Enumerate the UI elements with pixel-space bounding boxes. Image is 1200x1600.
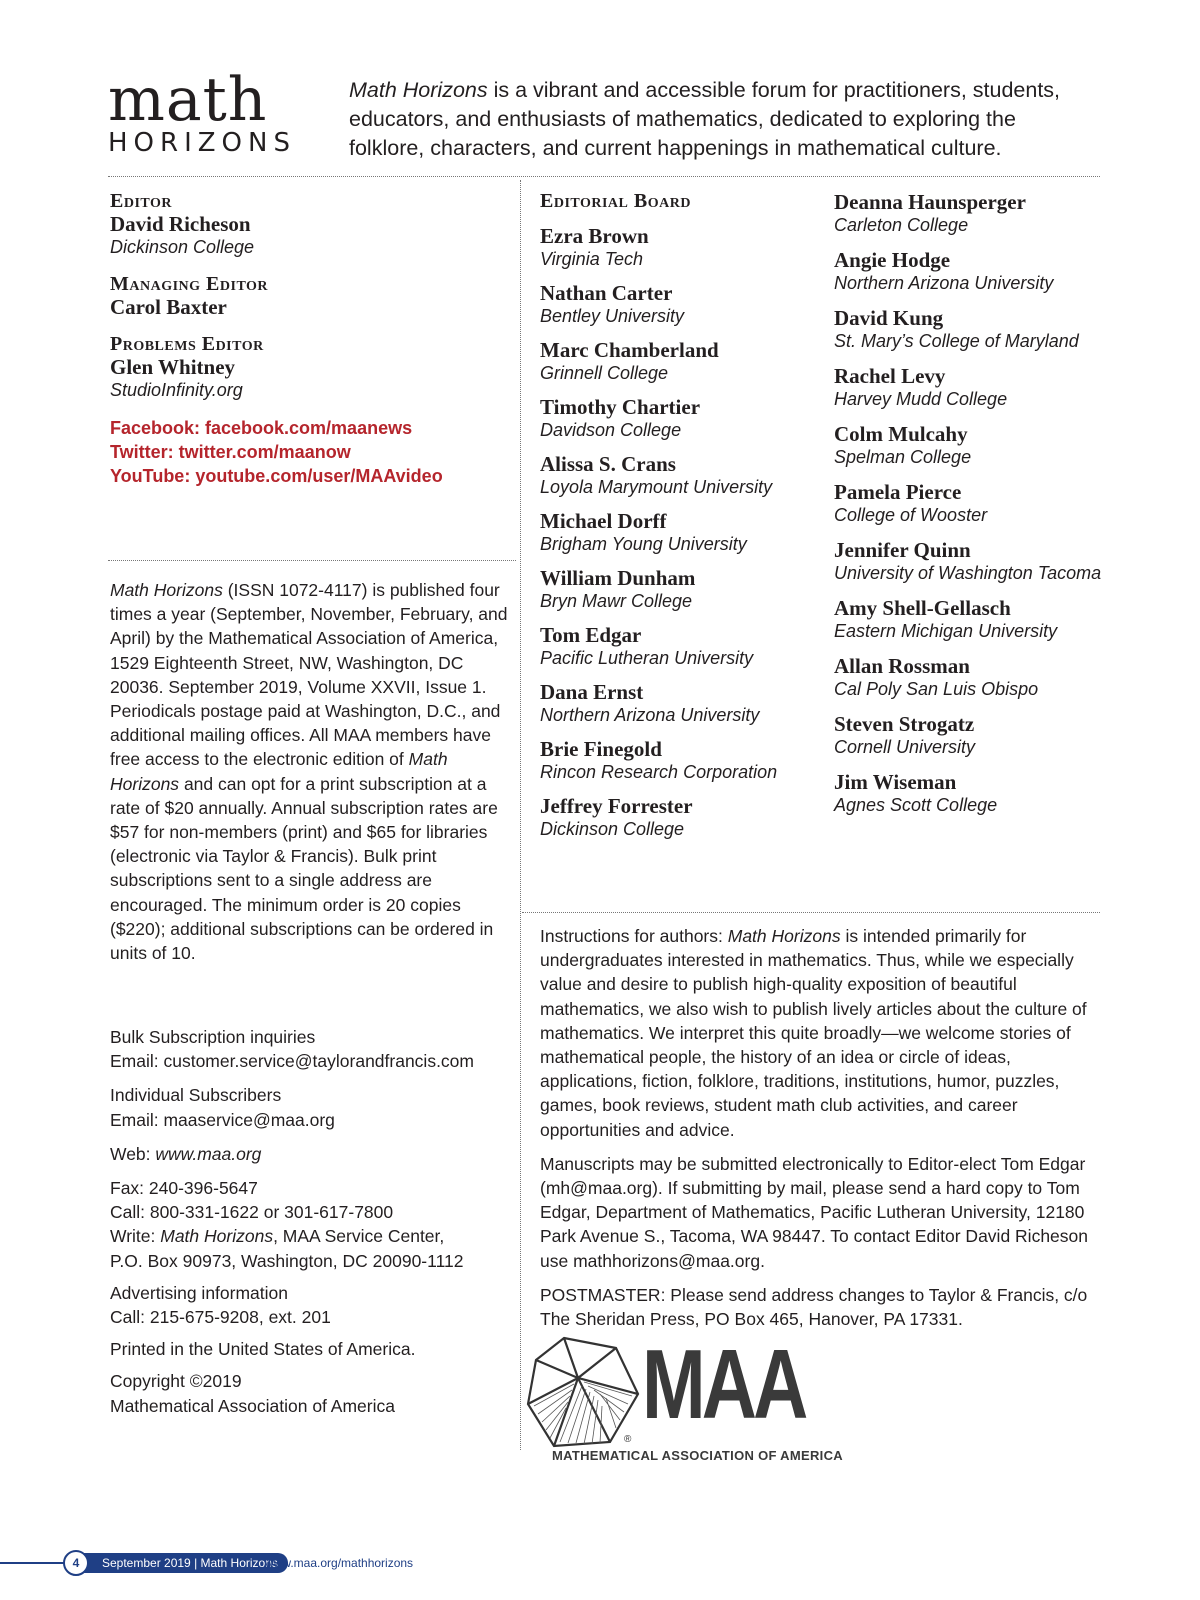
instructions-body: is intended primarily for undergraduates interested in mathematics. Thus, while we especially value and desire to publish high-quality exposition of beautiful mathematics, we also wish to publish lively articles about the culture of mathematics. We interpret this quite broadly—we welcome stories of mathematical people, the history of an idea or circle of ideas, applications, fiction, folklore, traditions, institutions, humor, puzzles, games, book reviews, student math club activities, and career opportunities and advice. (540, 926, 1087, 1140)
board-member-affiliation: Harvey Mudd College (834, 389, 1008, 409)
bulk-label: Bulk Subscription inquiries (110, 1027, 316, 1047)
board-member-affiliation: Pacific Lutheran University (540, 648, 754, 668)
contacts-block (110, 1025, 520, 1418)
editors-block (110, 190, 510, 488)
printed-note: Printed in the United States of America. (110, 1339, 416, 1360)
board-member-name: Jim Wiseman (834, 770, 957, 794)
board-member-affiliation: St. Mary’s College of Maryland (834, 331, 1079, 351)
copyright: Copyright ©2019 (110, 1371, 242, 1392)
editor-role: Editor (110, 190, 172, 212)
instructions-lead: Instructions for authors: (540, 926, 723, 946)
board-member (540, 224, 810, 271)
board-member-affiliation: Brigham Young University (540, 534, 747, 554)
web-label: Web: (110, 1143, 151, 1164)
board-member-name: Alissa S. Crans (540, 452, 676, 476)
board-member (540, 680, 810, 727)
board-member (834, 770, 1124, 817)
pub-title-2: Math Horizons (110, 749, 448, 794)
board-member-name: William Dunham (540, 566, 696, 590)
editorial-board-left (540, 190, 810, 851)
board-member-affiliation: Carleton College (834, 215, 969, 235)
intro-text: is a vibrant and accessible forum for practitioners, students, educators, and enthusiasts of mathematics, dedicated to exploring the folklore, characters, and current happenings in mathematical culture. (349, 78, 1061, 160)
board-member-name: Pamela Pierce (834, 480, 962, 504)
column-divider (520, 180, 521, 1450)
board-member-name: Allan Rossman (834, 654, 970, 678)
board-member-name: Ezra Brown (540, 224, 649, 248)
managing-editor-role: Managing Editor (110, 273, 269, 295)
board-member-affiliation: Virginia Tech (540, 249, 644, 269)
individual-email[interactable]: Email: maaservice@maa.org (110, 1109, 335, 1130)
board-member-name: Dana Ernst (540, 680, 644, 704)
bulk-email[interactable]: Email: customer.service@taylorandfrancis.com (110, 1051, 474, 1072)
maa-letters: MAA (642, 1329, 805, 1439)
board-member (834, 364, 1124, 411)
board-member-affiliation: Rincon Research Corporation (540, 762, 778, 782)
advertising-call: Call: 215-675-9208, ext. 201 (110, 1307, 331, 1328)
problems-editor-affiliation: StudioInfinity.org (110, 380, 243, 400)
maa-logo (520, 1329, 843, 1464)
intro-title: Math Horizons (349, 78, 488, 102)
instructions-paragraph (540, 924, 1110, 1142)
copyright-holder: Mathematical Association of America (110, 1395, 395, 1416)
math-horizons-logo (108, 65, 308, 158)
footer-rule (0, 1562, 64, 1564)
board-member-name: Amy Shell-Gellasch (834, 596, 1011, 620)
board-member (834, 248, 1124, 295)
right-mid-divider (522, 912, 1100, 913)
editor-affiliation: Dickinson College (110, 237, 255, 257)
publication-info (110, 578, 508, 965)
board-member-name: Brie Finegold (540, 737, 662, 761)
board-member (540, 566, 810, 613)
board-member-affiliation: Eastern Michigan University (834, 621, 1058, 641)
editorial-board-right (834, 190, 1124, 828)
board-member (540, 737, 810, 784)
write-title: Math Horizons (160, 1226, 274, 1247)
call: Call: 800-331-1622 or 301-617-7800 (110, 1202, 394, 1223)
twitter-link[interactable]: Twitter: twitter.com/maanow (110, 442, 351, 462)
web-url[interactable]: www.maa.org (155, 1143, 262, 1164)
board-member-affiliation: Loyola Marymount University (540, 477, 773, 497)
board-member-name: Angie Hodge (834, 248, 951, 272)
board-member (540, 509, 810, 556)
board-member-affiliation: Bentley University (540, 306, 685, 326)
board-member-affiliation: Bryn Mawr College (540, 591, 693, 611)
board-member (834, 538, 1124, 585)
problems-editor-role: Problems Editor (110, 333, 264, 355)
pub-text-2: and can opt for a print subscription at a rate of $20 annually. Annual subscription rates are $57 for non-members (print) and $65 for libraries (electronic via Taylor & Francis). Bulk print subscriptions sent to a single address are encouraged. The minimum order is 20 copies ($220); additional subscriptions can be ordered in units of 10. (110, 773, 498, 964)
board-member (540, 338, 810, 385)
board-member-affiliation: Davidson College (540, 420, 682, 440)
advertising-label: Advertising information (110, 1282, 288, 1303)
fax: Fax: 240-396-5647 (110, 1178, 258, 1199)
managing-editor-name: Carol Baxter (110, 295, 227, 319)
problems-editor-name: Glen Whitney (110, 355, 236, 379)
board-member-affiliation: Cal Poly San Luis Obispo (834, 679, 1039, 699)
board-member (834, 306, 1124, 353)
logo-horizons-word: HORIZONS (108, 128, 296, 158)
write-address: P.O. Box 90973, Washington, DC 20090-1112 (110, 1250, 464, 1271)
board-member-affiliation: Dickinson College (540, 819, 685, 839)
board-member-affiliation: Spelman College (834, 447, 972, 467)
editor-name: David Richeson (110, 212, 251, 236)
board-member (540, 395, 810, 442)
managing-editor-entry (110, 273, 510, 319)
board-member (834, 712, 1124, 759)
board-member (834, 190, 1124, 237)
board-member-name: Marc Chamberland (540, 338, 719, 362)
board-member-affiliation: College of Wooster (834, 505, 988, 525)
postmaster-paragraph: POSTMASTER: Please send address changes to Taylor & Francis, c/o The Sheridan Press, PO Box 465, Hanover, PA 17331. (540, 1284, 1088, 1330)
pub-title: Math Horizons (110, 580, 223, 600)
editor-entry (110, 190, 510, 259)
facebook-link[interactable]: Facebook: facebook.com/maanews (110, 418, 413, 438)
board-member-name: David Kung (834, 306, 944, 330)
social-links (110, 416, 510, 488)
board-member-affiliation: Grinnell College (540, 363, 669, 383)
board-member-name: Deanna Haunsperger (834, 190, 1026, 214)
board-member-name: Michael Dorff (540, 509, 667, 533)
board-member-name: Jennifer Quinn (834, 538, 971, 562)
top-divider (108, 176, 1100, 177)
individual-label: Individual Subscribers (110, 1085, 282, 1106)
board-member-name: Jeffrey Forrester (540, 794, 693, 818)
board-member (540, 281, 810, 328)
youtube-link[interactable]: YouTube: youtube.com/user/MAAvideo (110, 466, 443, 486)
board-member-affiliation: Cornell University (834, 737, 976, 757)
write-line (110, 1224, 520, 1248)
board-member (834, 654, 1124, 701)
board-member-name: Colm Mulcahy (834, 422, 968, 446)
author-instructions (540, 924, 1110, 1331)
board-member-affiliation: Northern Arizona University (834, 273, 1054, 293)
board-member (540, 794, 810, 841)
board-member-name: Steven Strogatz (834, 712, 975, 736)
footer-url[interactable]: www.maa.org/mathhorizons (265, 1556, 414, 1570)
board-member (834, 480, 1124, 527)
logo-math-word: math (108, 65, 268, 135)
board-member-affiliation: Agnes Scott College (834, 795, 998, 815)
board-member-name: Nathan Carter (540, 281, 673, 305)
pub-text-1: (ISSN 1072-4117) is published four times a year (September, November, February, and April) by the Mathematical Association of America, 1529 Eighteenth Street, NW, Washington, DC 20036. September 2019, Volume XXVII, Issue 1. Periodicals postage paid at Washington, D.C., and additional mailing offices. All MAA members have free access to the electronic edition of (110, 580, 508, 770)
board-member (540, 452, 810, 499)
write-rest: , MAA Service Center, (273, 1226, 445, 1247)
instructions-title: Math Horizons (727, 926, 841, 946)
manuscripts-paragraph: Manuscripts may be submitted electronically to Editor-elect Tom Edgar (mh@maa.org). If submitting by mail, please send a hard copy to Tom Edgar, Department of Mathematics, Pacific Lutheran University, 12180 Park Avenue S., Tacoma, WA 98447. To contact Editor David Richeson use mathhorizons@maa.org. (540, 1153, 1088, 1271)
maa-registered-mark: ® (624, 1434, 632, 1445)
intro-paragraph (349, 76, 1091, 163)
board-member (834, 596, 1124, 643)
footer-issue: September 2019 | Math Horizons (72, 1553, 288, 1573)
write-label: Write: (110, 1226, 156, 1247)
board-member-name: Tom Edgar (540, 623, 642, 647)
board-member-name: Timothy Chartier (540, 395, 701, 419)
problems-editor-entry (110, 333, 510, 402)
board-member-affiliation: University of Washington Tacoma (834, 563, 1102, 583)
board-member-affiliation: Northern Arizona University (540, 705, 760, 725)
board-member (834, 422, 1124, 469)
editorial-board-heading: Editorial Board (540, 190, 691, 212)
board-member-name: Rachel Levy (834, 364, 946, 388)
left-mid-divider (108, 560, 516, 561)
web-line (110, 1142, 520, 1166)
maa-caption: MATHEMATICAL ASSOCIATION OF AMERICA (552, 1448, 843, 1463)
board-member (540, 623, 810, 670)
page-number: 4 (63, 1550, 89, 1576)
